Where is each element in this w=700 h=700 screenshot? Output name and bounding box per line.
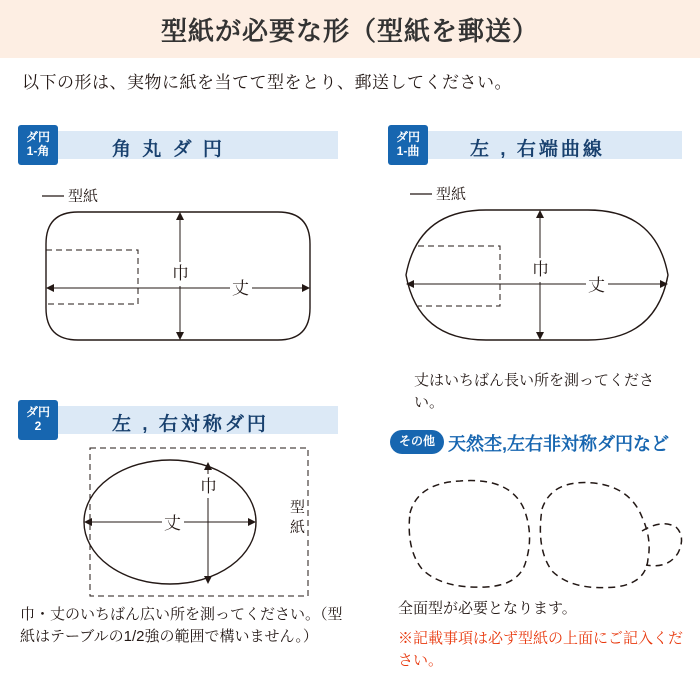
freeform-shape-right bbox=[540, 483, 649, 588]
freeform-shape-left bbox=[409, 481, 529, 588]
section-4-note: ※記載事項は必ず型紙の上面にご記入ください。 bbox=[398, 630, 684, 669]
section-4-heading: 天然杢,左右非対称ダ円など bbox=[448, 434, 669, 454]
width-arrow-head-bottom-1 bbox=[176, 332, 184, 340]
width-arrow-head-bottom-2 bbox=[536, 332, 544, 340]
section-4-badge bbox=[390, 430, 444, 454]
section-1-length-label: 丈 bbox=[232, 279, 249, 298]
section-2-length-label: 丈 bbox=[588, 276, 605, 295]
section-2-heading: 左 , 右端曲線 bbox=[470, 139, 605, 160]
section-3-caption: 巾・丈のいちばん広い所を測ってください。（型紙はテーブルの1/2強の範囲で構いません。） bbox=[20, 606, 343, 645]
section-2-badge-line2: 1-曲 bbox=[396, 144, 420, 158]
section-3-badge-line1: ダ円 bbox=[25, 405, 50, 420]
section-3-katagami-label-char2: 紙 bbox=[290, 519, 306, 536]
section-1-badge-line2: 1-角 bbox=[26, 144, 50, 158]
section-3-heading: 左 , 右対称ダ円 bbox=[112, 414, 269, 435]
section-1-figure bbox=[18, 180, 358, 380]
section-1-katagami-label: 型紙 bbox=[68, 188, 99, 205]
width-arrow-head-top-1 bbox=[176, 212, 184, 220]
length-arrow-head-right-3 bbox=[248, 518, 256, 526]
dashed-corner-box bbox=[46, 250, 138, 304]
section-1-width-label: 巾 bbox=[172, 264, 189, 283]
intro-text: 以下の形は、実物に紙を当てて型をとり、郵送してください。 bbox=[22, 73, 512, 92]
section-2-badge-line1: ダ円 bbox=[395, 130, 420, 145]
section-3-length-label: 丈 bbox=[164, 514, 181, 533]
section-4-badge-line1: その他 bbox=[399, 434, 436, 449]
section-1-badge bbox=[18, 125, 58, 165]
section-4-caption: 全面型が必要となります。 bbox=[398, 600, 577, 617]
section-1-badge-line1: ダ円 bbox=[25, 130, 50, 145]
length-arrow-head-left-3 bbox=[84, 518, 92, 526]
section-2-figure bbox=[388, 180, 698, 380]
length-arrow-head-right-1 bbox=[302, 284, 310, 292]
section-2-badge bbox=[388, 125, 428, 165]
section-3-badge-line2: 2 bbox=[34, 419, 42, 433]
width-arrow-head-top-3 bbox=[204, 462, 212, 470]
width-arrow-head-bottom-3 bbox=[204, 576, 212, 584]
length-arrow-head-left-1 bbox=[46, 284, 54, 292]
dashed-inner-box-2 bbox=[418, 246, 500, 306]
section-2-width-label: 巾 bbox=[532, 260, 549, 279]
page-title: 型紙が必要な形（型紙を郵送） bbox=[160, 15, 539, 46]
section-2-katagami-label: 型紙 bbox=[436, 186, 467, 203]
width-arrow-head-top-2 bbox=[536, 210, 544, 218]
section-1-heading: 角 丸 ダ 円 bbox=[112, 139, 225, 160]
section-3-width-label: 巾 bbox=[200, 477, 217, 496]
section-3-katagami-label-char1: 型 bbox=[290, 499, 306, 516]
section-3-figure bbox=[18, 440, 348, 610]
section-2-caption: 丈はいちばん長い所を測ってください。 bbox=[414, 372, 655, 411]
section-4-figure bbox=[390, 465, 690, 605]
section-3-badge bbox=[18, 400, 58, 440]
